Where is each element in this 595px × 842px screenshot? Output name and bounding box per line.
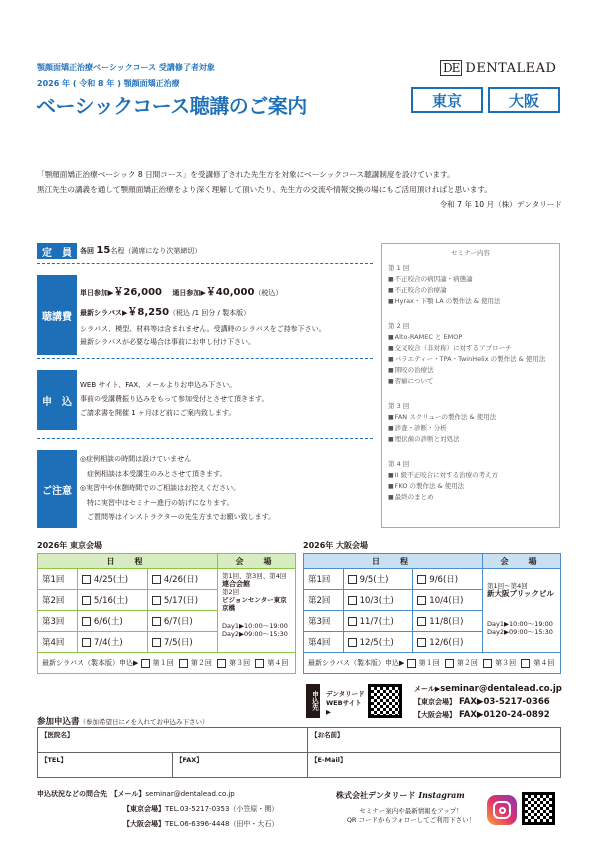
name-label: 【お名前】 [311, 731, 344, 739]
syllabus-label: 最新シラバス（製本版）申込▶ [308, 659, 405, 667]
checkbox[interactable] [521, 659, 530, 668]
form-hint: （参加希望日に✓を入れてお申込み下さい） [79, 718, 209, 726]
caution-label: ご注意 [37, 450, 77, 528]
checkbox[interactable] [348, 575, 357, 584]
web-qr-code[interactable] [368, 684, 402, 718]
seminar-item: ■ 交叉咬合（非対称）に対するアプローチ [388, 343, 553, 354]
round-label: 第1回 [38, 569, 78, 590]
osaka-label: 【大阪会場】 [414, 711, 456, 719]
tel-label: 【TEL】 [41, 756, 68, 764]
seminar-content-box [381, 243, 560, 528]
intro-p1: 「顎顔面矯正治療ベーシック 8 日間コース」を受講修了された先生方を対象にベーシックコース聴講制度を設けています。 [37, 170, 455, 179]
dentalead-logo [440, 60, 556, 76]
inq-label: 申込状況などの問合先 [37, 790, 107, 798]
checkbox[interactable] [141, 659, 150, 668]
capacity-prefix: 各回 [80, 247, 94, 255]
caution-l5: ご質問等はインストラクターの先生方までお願い致します。 [80, 513, 276, 521]
table-row [38, 653, 296, 674]
apply-l1: WEB サイト、FAX、メールよりお申込み下さい。 [80, 381, 237, 389]
seminar-item: ■ バラエティー・TPA・TwinHelix の製作法 & 使用法 [388, 354, 553, 365]
seminar-item: ■ 診査・診断・分析 [388, 423, 553, 434]
footer-inquiry [37, 787, 278, 832]
tokyo-h-date: 日 程 [38, 554, 218, 569]
date-b: 10/4(日) [429, 596, 464, 606]
form-title-text: 参加申込書 [37, 717, 80, 727]
round-label: 第4回 [38, 632, 78, 653]
page-title: ベーシックコース聴講のご案内 [36, 94, 307, 118]
checkbox[interactable] [445, 659, 454, 668]
date-a: 7/4(土) [93, 638, 123, 648]
tokyo-schedule-table [37, 553, 296, 674]
checkbox[interactable] [407, 659, 416, 668]
footer-tokyo-label: 【東京会場】 [123, 805, 165, 813]
seminar-item: ■ 開咬の治療法 [388, 365, 553, 376]
seminar-item: ■ 習癖について [388, 376, 553, 387]
date-b: 5/17(日) [163, 596, 199, 606]
seminar-item: ■ Alto-RAMEC と EMOP [388, 332, 553, 343]
fee-syl-a: 最新シラバス▶ [80, 309, 128, 317]
seminar-item: ■ FAN スクリューの製作法 & 使用法 [388, 412, 553, 423]
seminar-round-heading: 第 1 回 [388, 264, 410, 272]
fee-note2: 最新シラバスが必要な場合は事前にお申し付け下さい。 [80, 338, 255, 346]
seminar-round-heading: 第 2 回 [388, 322, 410, 330]
fee-notes [80, 323, 326, 349]
date-a: 10/3(土) [359, 596, 394, 606]
checkbox[interactable] [417, 638, 426, 647]
checkbox[interactable] [348, 596, 357, 605]
checkbox[interactable] [417, 596, 426, 605]
opt: 第１回 [152, 659, 174, 667]
intro [37, 167, 562, 212]
seminar-item: ■ 最終のまとめ [388, 492, 553, 503]
osaka-h-date: 日 程 [304, 554, 483, 569]
footer-mail[interactable]: seminar@dentalead.co.jp [145, 790, 235, 798]
footer-osaka-label: 【大阪会場】 [123, 820, 165, 828]
intro-date: 令和 7 年 10 月（株）デンタリード [439, 200, 562, 209]
capacity-label: 定 員 [37, 243, 77, 259]
seminar-item: ■ 不正咬合の病因論・病態論 [388, 274, 553, 285]
opt: 第４回 [533, 659, 555, 667]
tokyo-day1: Day1▶10:00〜19:00 [222, 622, 288, 630]
tokyo-title: 2026年 東京会場 [37, 541, 103, 550]
opt: 第４回 [267, 659, 289, 667]
checkbox[interactable] [82, 617, 91, 626]
name-field[interactable] [308, 728, 561, 753]
checkbox[interactable] [179, 659, 188, 668]
opt: 第２回 [456, 659, 478, 667]
tokyo-syllabus-row [38, 653, 296, 674]
fee-syl-v: ￥8,250 [127, 307, 170, 318]
osaka-h-venue: 会 場 [483, 554, 561, 569]
instagram-icon[interactable] [487, 795, 517, 825]
divider [37, 358, 373, 359]
insta-text1: セミナー案内や最新情報をアップ！ [359, 807, 463, 815]
caution-text [80, 452, 275, 525]
osaka-venue1b: 新大阪ブリックビル [487, 589, 554, 598]
checkbox[interactable] [152, 575, 161, 584]
fee-multi-a: 通日参加▶ [172, 289, 206, 297]
round-label: 第1回 [304, 569, 344, 590]
contact-mail [414, 684, 562, 694]
date-a: 12/5(土) [359, 638, 394, 648]
web-site-label: デンタリード WEBサイト▶ [326, 690, 365, 716]
capacity-suffix: 名程（満席になり次第締切） [110, 247, 202, 255]
table-row [38, 569, 296, 590]
date-b: 11/8(日) [429, 617, 464, 627]
seminar-item: ■ 埋伏歯の診断と対処法 [388, 434, 553, 445]
footer-tokyo: TEL.03-5217-0353（小笠原・関） [165, 805, 279, 813]
fee-label: 聴講費 [37, 275, 77, 355]
insta-company: 株式会社デンタリード [336, 791, 416, 800]
seminar-item: ■ FKO の製作法 & 使用法 [388, 481, 553, 492]
contact-tokyo-fax [414, 697, 550, 707]
insta-text2: QR コードからフォローしてご利用下さい！ [346, 816, 476, 824]
date-a: 6/6(土) [93, 617, 123, 627]
date-b: 7/5(日) [163, 638, 193, 648]
fax-field[interactable] [173, 753, 308, 778]
osaka-syllabus-row [304, 653, 561, 674]
checkbox[interactable] [82, 575, 91, 584]
date-b: 4/26(日) [163, 575, 199, 585]
mail-label: メール▶ [414, 685, 441, 693]
city-tokyo-badge: 東京 [411, 87, 483, 113]
checkbox[interactable] [152, 638, 161, 647]
tokyo-venue2: 第2回 [222, 588, 240, 596]
opt: 第３回 [229, 659, 251, 667]
checkbox[interactable] [217, 659, 226, 668]
date-a: 11/7(土) [359, 617, 394, 627]
checkbox[interactable] [152, 596, 161, 605]
caution-l4: 特に実習中はセミナー進行の妨げになります。 [80, 498, 234, 507]
round-label: 第4回 [304, 632, 344, 653]
osaka-venue [483, 569, 561, 653]
intro-p2: 黒江先生の講義を通して顎顔面矯正治療をより深く理解して頂いたり、先生方の交流や情報交換の場にもご活用頂ければと思います。 [37, 185, 493, 194]
checkbox[interactable] [348, 617, 357, 626]
apply-label: 申 込 [37, 370, 77, 430]
email-field[interactable] [308, 753, 561, 778]
date-a: 4/25(土) [93, 575, 129, 585]
apply-l3: ご請求書を開催 1 ヶ月ほど前にご案内致します。 [80, 409, 236, 417]
checkbox[interactable] [255, 659, 264, 668]
seminar-item: ■ 不正咬合の治療論 [388, 285, 553, 296]
fee-multi-v: ￥40,000 [205, 287, 255, 298]
round-label: 第3回 [38, 611, 78, 632]
osaka-day2: Day2▶09:00〜15:30 [487, 628, 553, 636]
capacity-num: 15 [96, 245, 111, 256]
logo-text: DENTALEAD [465, 60, 557, 76]
insta-label: Instagram [418, 790, 465, 800]
fee-syl-b: （税込 /1 回分 / 製本版） [169, 309, 251, 317]
seminar-title: セミナー内容 [451, 249, 490, 257]
opt: 第３回 [495, 659, 517, 667]
fee-tax: （税込） [254, 289, 283, 297]
divider [37, 438, 373, 439]
fee-syllabus [80, 303, 250, 318]
city-osaka-badge: 大阪 [488, 87, 560, 113]
tokyo-venue [218, 569, 296, 653]
caution-l1: ◎症例相談の時間は設けていません [80, 455, 192, 463]
syllabus-label: 最新シラバス（製本版）申込▶ [42, 659, 139, 667]
tokyo-venue1: 第1回、第3回、第4回 [222, 572, 287, 580]
header-line1: 顎顔面矯正治療ベーシックコース 受講修了者対象 [37, 63, 215, 72]
seminar-round-heading: 第 3 回 [388, 402, 410, 410]
caution-l3: ◎実習中や休憩時間でのご相談はお控えください。 [80, 484, 241, 492]
opt: 第２回 [190, 659, 212, 667]
apply-l2: 事前の受講費振り込みをもって参加受付とさせて頂きます。 [80, 395, 269, 403]
osaka-title: 2026年 大阪会場 [303, 541, 369, 550]
email-label: 【E-Mail】 [311, 756, 347, 764]
osaka-fax: FAX▶0120-24-0892 [458, 710, 550, 720]
application-form [37, 727, 561, 778]
divider [37, 263, 373, 264]
opt: 第１回 [418, 659, 440, 667]
checkbox[interactable] [417, 617, 426, 626]
header-line2: 2026 年 ( 令和 8 年 ) 顎顔面矯正治療 [37, 79, 180, 88]
table-row [304, 653, 561, 674]
instagram-block [336, 790, 486, 824]
osaka-venue1: 第1回〜第4回 [487, 582, 528, 590]
caution-l2: 症例相談は本受講生のみとさせて頂きます。 [80, 469, 227, 478]
apply-text [80, 378, 268, 420]
logo-mark: DE [440, 60, 462, 76]
tokyo-day2: Day2▶09:00〜15:30 [222, 630, 288, 638]
osaka-day1: Day1▶10:00〜19:00 [487, 620, 553, 628]
checkbox[interactable] [152, 617, 161, 626]
capacity-text [80, 245, 201, 256]
tel-field[interactable] [38, 753, 173, 778]
form-title [37, 715, 208, 727]
checkbox[interactable] [417, 575, 426, 584]
date-b: 9/6(日) [429, 575, 459, 585]
date-a: 9/5(土) [359, 575, 389, 585]
fee-single-a: 単日参加▶ [80, 289, 114, 297]
round-label: 第2回 [304, 590, 344, 611]
checkbox[interactable] [348, 638, 357, 647]
date-a: 5/16(土) [93, 596, 129, 606]
fax-label: 【FAX】 [176, 756, 203, 764]
contact-osaka-fax [414, 710, 550, 720]
tokyo-label: 【東京会場】 [414, 698, 456, 706]
tokyo-venue2b: ビジョンセンター東京 京橋 [222, 596, 287, 612]
instagram-qr-code[interactable] [522, 792, 555, 825]
mail-address[interactable]: seminar@dentalead.co.jp [440, 684, 562, 694]
tokyo-h-venue: 会 場 [218, 554, 296, 569]
fee-single-v: ￥26,000 [113, 287, 162, 298]
apply-to-tag: 申込先 [306, 684, 320, 718]
clinic-label: 【医院名】 [41, 731, 74, 739]
seminar-item: ■ II 級不正咬合に対する治療の考え方 [388, 470, 553, 481]
seminar-item: ■ Hyrax・下顎 LA の製作法 & 使用法 [388, 296, 553, 307]
date-b: 12/6(日) [429, 638, 464, 648]
tokyo-fax: FAX▶03-5217-0366 [458, 697, 550, 707]
round-label: 第2回 [38, 590, 78, 611]
footer-mail-label: 【メール】 [114, 790, 146, 798]
fee-note1: シラバス、模型、材料等は含まれません。受講時のシラバスをご持参下さい。 [80, 325, 326, 333]
clinic-field[interactable] [38, 728, 308, 753]
footer-osaka: TEL.06-6396-4448（田中・大石） [165, 820, 279, 828]
seminar-round-heading: 第 4 回 [388, 460, 410, 468]
tokyo-venue1b: 連合会館 [222, 580, 250, 588]
checkbox[interactable] [82, 638, 91, 647]
fee-single [80, 283, 282, 298]
checkbox[interactable] [82, 596, 91, 605]
table-row [304, 569, 561, 590]
osaka-schedule-table [303, 553, 561, 674]
date-b: 6/7(日) [163, 617, 193, 627]
round-label: 第3回 [304, 611, 344, 632]
checkbox[interactable] [483, 659, 492, 668]
